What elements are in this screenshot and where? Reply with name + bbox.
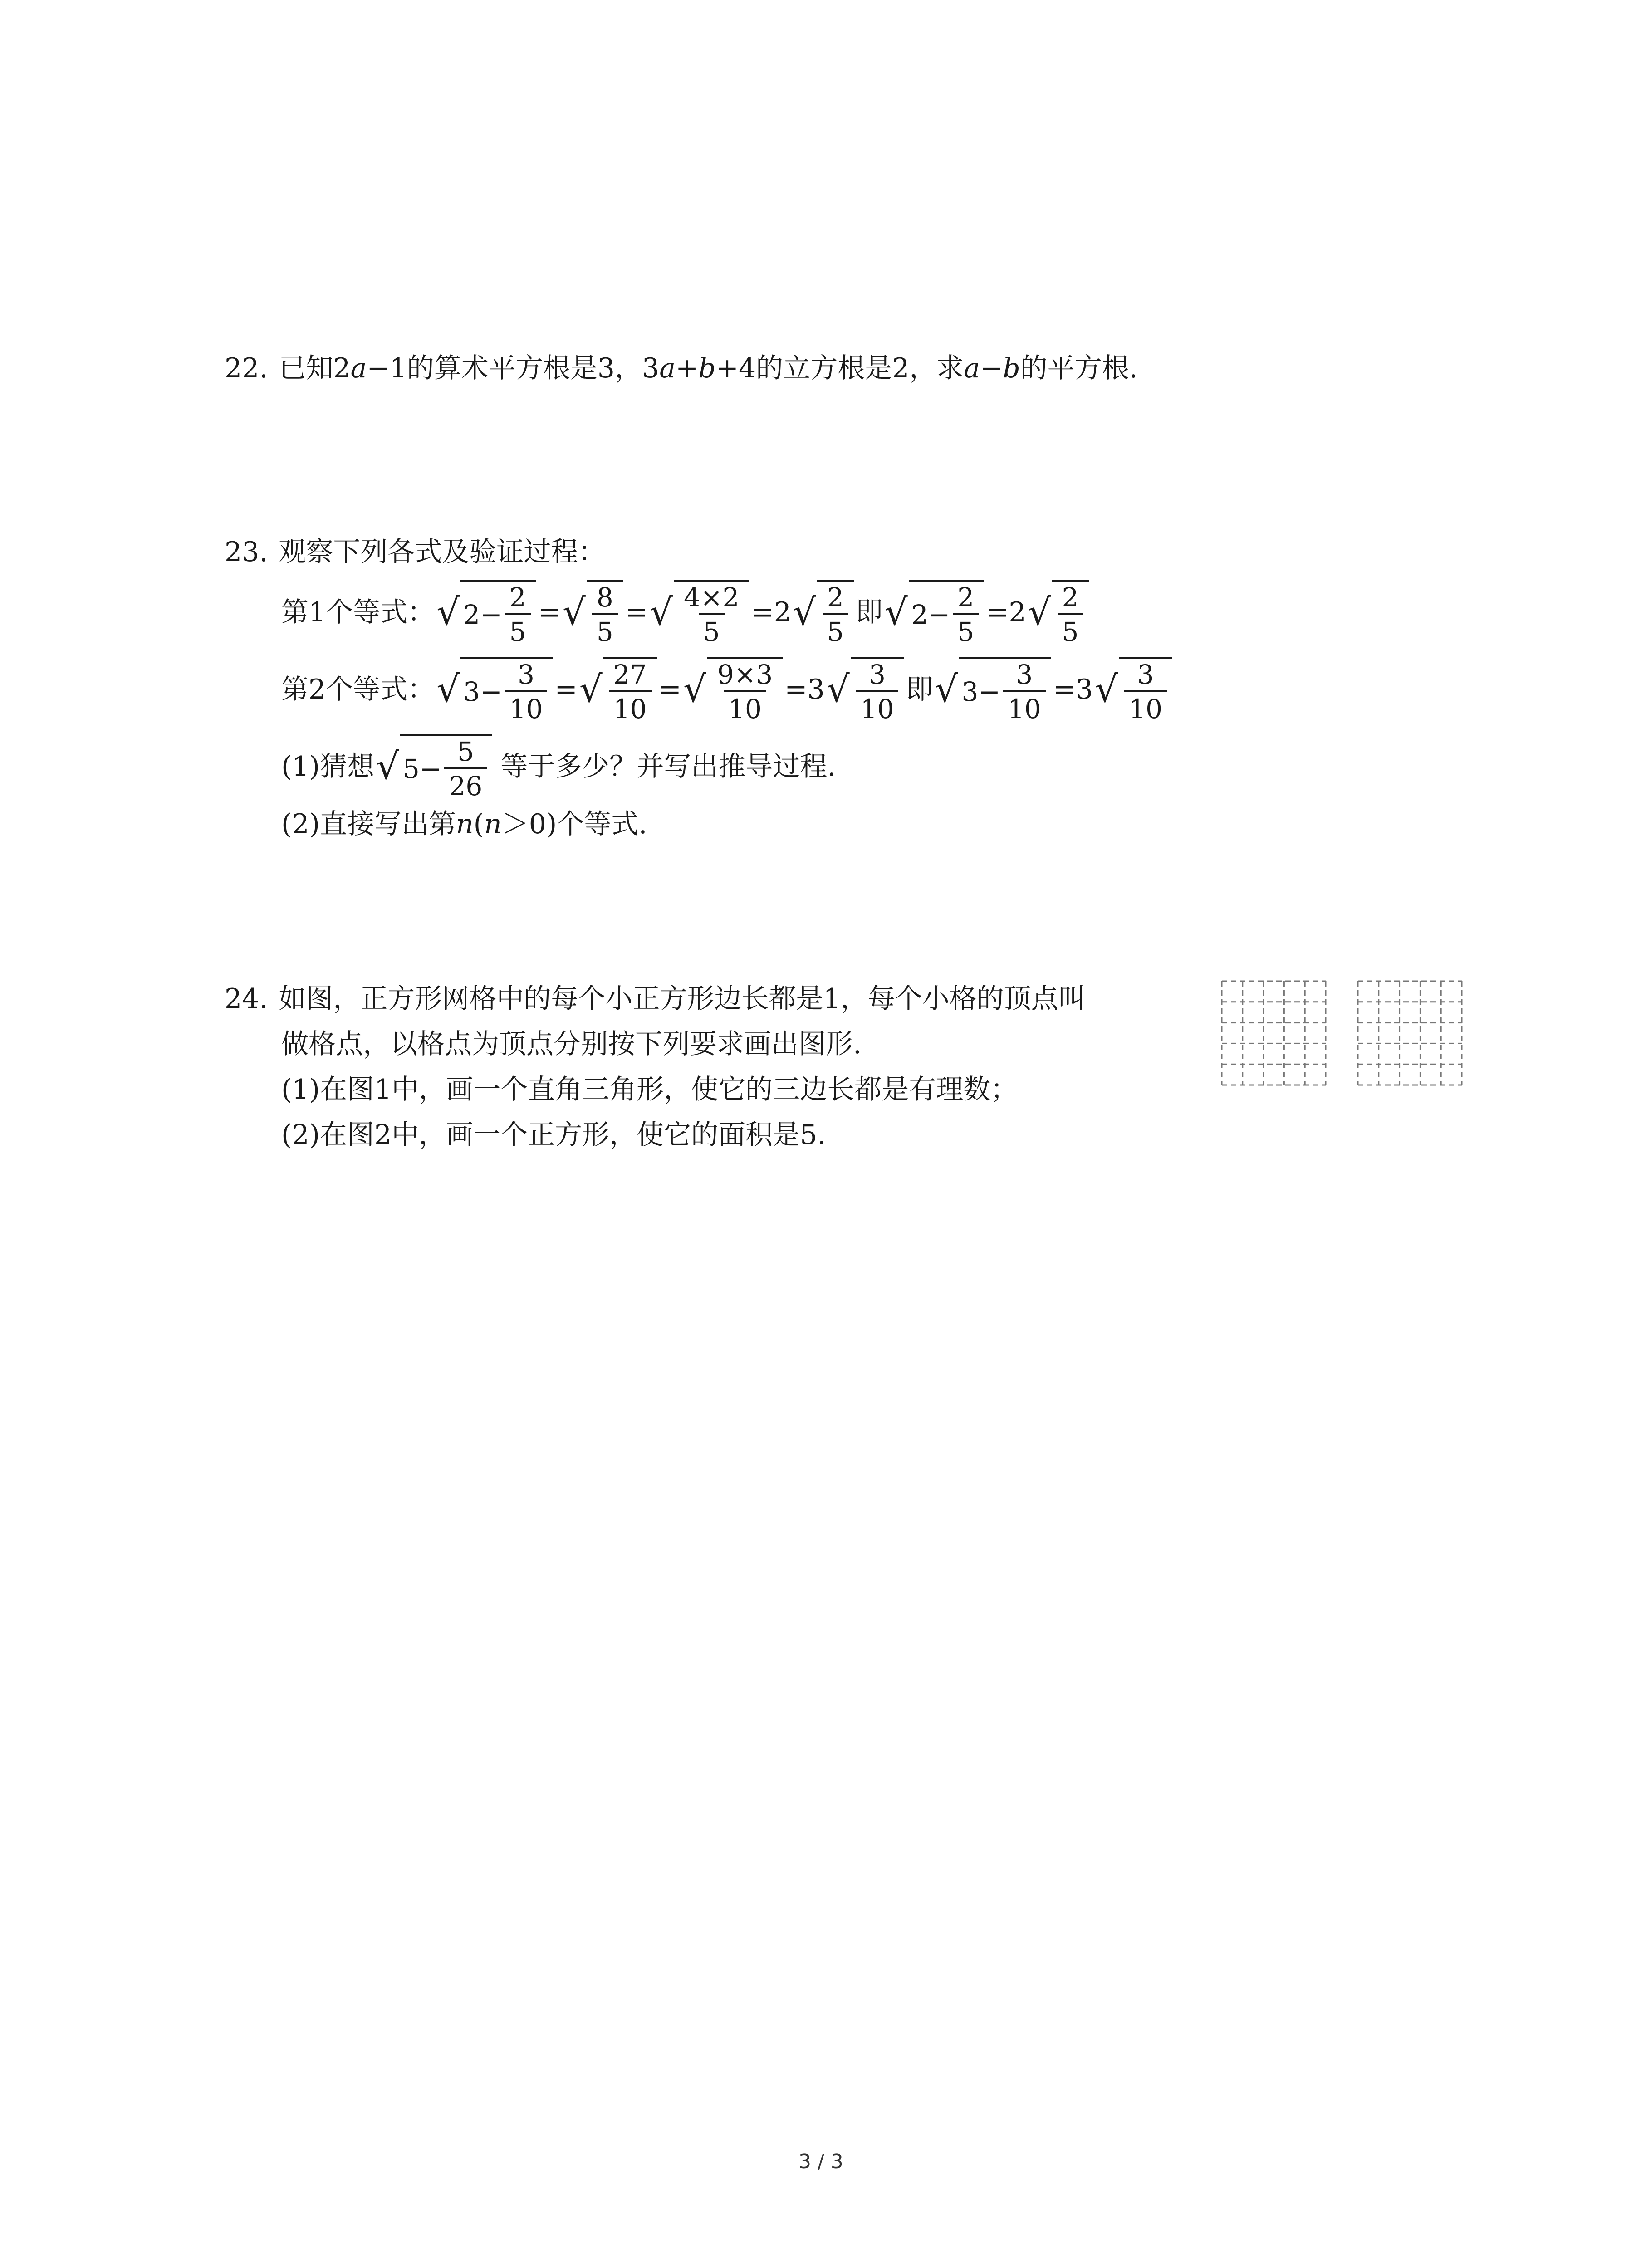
fraction: $\frac{2}{5}$	[505, 584, 531, 645]
question-number: 24.	[225, 983, 268, 1015]
var-n: n	[456, 808, 474, 840]
fraction: $\frac{3}{10}$	[505, 661, 548, 722]
var-a: a	[964, 352, 980, 384]
fraction: $\frac{8}{5}$	[592, 584, 618, 645]
part-text: (	[473, 808, 485, 840]
integer-part: 3−	[961, 676, 1000, 707]
sqrt-expression: √ $\frac{8}{5}$	[563, 580, 623, 645]
q24-part-text: (1)在图1中，画一个直角三角形，使它的三边长都是有理数；	[281, 1074, 1018, 1105]
q24-part-2	[281, 1116, 826, 1154]
equals-sign: =	[625, 596, 648, 628]
equals-sign: =	[538, 596, 561, 628]
page-number: 3 / 3	[798, 2150, 843, 2173]
sqrt-expression: √ $\frac{3}{10}$	[827, 657, 904, 722]
ji-word: 即	[855, 596, 883, 628]
grid-figure-2	[1357, 980, 1463, 1086]
equals-sign: =	[658, 674, 681, 705]
question-number: 23.	[225, 536, 268, 568]
part-text: ＞0)个等式.	[501, 808, 647, 840]
part-text: (2)直接写出第	[281, 808, 456, 840]
fraction: $\frac{3}{10}$	[1124, 661, 1167, 722]
grid-figure-1	[1220, 980, 1327, 1086]
equation-1	[281, 576, 1091, 649]
question-22	[225, 349, 1138, 387]
equation-label: 第2个等式：	[281, 674, 435, 705]
fraction: $\frac{2}{5}$	[823, 584, 848, 645]
q22-text: +	[675, 352, 699, 384]
question-24-line-2	[281, 1025, 862, 1063]
integer-part: 3−	[463, 676, 502, 707]
fraction: $\frac{2}{5}$	[1058, 584, 1083, 645]
coefficient: =3	[784, 674, 825, 705]
q22-text: −1的算术平方根是3，3	[367, 352, 660, 384]
q22-text: 的平方根.	[1020, 352, 1138, 384]
fraction: $\frac{5}{26}$	[444, 738, 487, 799]
sqrt-expression: √ $\frac{3}{10}$	[1095, 657, 1172, 722]
sqrt-expression: √ 2− $\frac{2}{5}$	[436, 580, 536, 645]
sqrt-expression: √ $\frac{2}{5}$	[793, 580, 854, 645]
var-a: a	[350, 352, 367, 384]
question-number: 22.	[225, 352, 268, 384]
fraction: $\frac{27}{10}$	[609, 661, 652, 722]
integer-part: 5−	[402, 753, 442, 784]
fraction: $\frac{9\times 3}{10}$	[717, 659, 773, 724]
sqrt-expression: √ $\frac{27}{10}$	[579, 657, 657, 722]
q24-part-text: (2)在图2中，画一个正方形，使它的面积是5.	[281, 1119, 826, 1151]
coefficient: =2	[986, 596, 1026, 628]
coefficient: =3	[1053, 674, 1093, 705]
question-24-line-1	[225, 980, 1086, 1018]
equals-sign: =	[554, 674, 578, 705]
q23-part-2	[281, 805, 647, 843]
integer-part: 2−	[463, 599, 502, 630]
coefficient: =2	[751, 596, 791, 628]
question-23-title	[225, 533, 605, 571]
fraction: $\frac{3}{10}$	[856, 661, 899, 722]
var-a: a	[659, 352, 676, 384]
part-prefix: (1)猜想	[281, 751, 374, 782]
var-n: n	[484, 808, 502, 840]
sqrt-expression: √ 2− $\frac{2}{5}$	[885, 580, 984, 645]
sqrt-expression: √ $\frac{9\times 3}{10}$	[683, 657, 783, 722]
q24-text: 如图，正方形网格中的每个小正方形边长都是1，每个小格的顶点叫	[279, 983, 1086, 1015]
q23-part-1	[281, 730, 836, 803]
fraction: $\frac{4\times 2}{5}$	[684, 582, 740, 647]
integer-part: 2−	[911, 599, 950, 630]
q24-text: 做格点，以格点为顶点分别按下列要求画出图形.	[281, 1028, 862, 1060]
q23-title: 观察下列各式及验证过程：	[279, 536, 606, 568]
fraction: $\frac{3}{10}$	[1003, 661, 1046, 722]
sqrt-expression: √ 3− $\frac{3}{10}$	[436, 657, 553, 722]
q22-text: +4的立方根是2，求	[715, 352, 964, 384]
equation-2	[281, 653, 1174, 726]
fraction: $\frac{2}{5}$	[953, 584, 979, 645]
ji-word: 即	[906, 674, 933, 705]
equation-label: 第1个等式：	[281, 596, 435, 628]
q22-text: −	[980, 352, 1003, 384]
var-b: b	[1003, 352, 1020, 384]
part-suffix: 等于多少？并写出推导过程.	[500, 751, 836, 782]
sqrt-expression: √ $\frac{4\times 2}{5}$	[650, 580, 749, 645]
q22-text: 已知2	[279, 352, 351, 384]
q24-part-1	[281, 1070, 1018, 1109]
var-b: b	[698, 352, 716, 384]
sqrt-expression: √ 3− $\frac{3}{10}$	[935, 657, 1051, 722]
sqrt-expression: √ 5− $\frac{5}{26}$	[376, 734, 492, 799]
sqrt-expression: √ $\frac{2}{5}$	[1028, 580, 1089, 645]
